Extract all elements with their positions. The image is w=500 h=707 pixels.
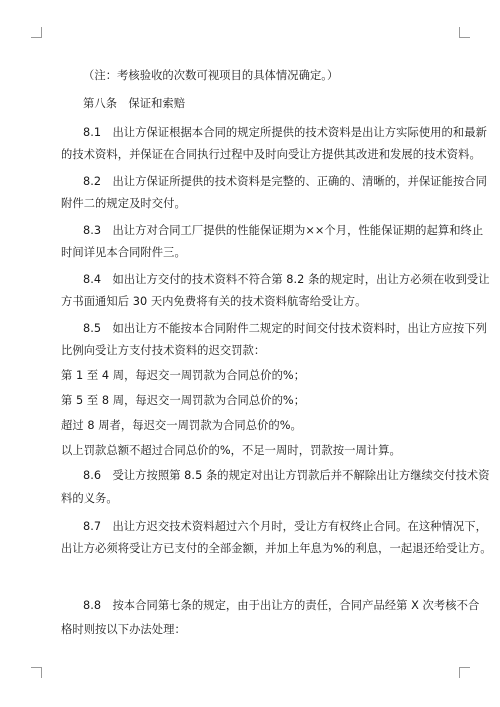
clause-8-3-line-2: 时间详见本合同附件三。 xyxy=(61,246,186,259)
crop-mark-bottom-right xyxy=(459,667,470,678)
clause-8-4-line-1: 8.4 如出让方交付的技术资料不符合第 8.2 条的规定时，出让方必须在收到受让 xyxy=(83,273,490,286)
crop-mark-top-right xyxy=(459,27,470,38)
penalty-weeks-5-8: 第 5 至 8 周，每迟交一周罚款为合同总价的%； xyxy=(61,394,306,407)
crop-mark-bottom-left xyxy=(31,667,42,678)
clause-8-7-line-2: 出让方必须将受让方已支付的全部金额，并加上年息为%的利息，一起退还给受让方。 xyxy=(61,542,492,555)
clause-8-4-line-2: 方书面通知后 30 天内免费将有关的技术资料航寄给受让方。 xyxy=(61,295,367,308)
clause-8-8-line-1: 8.8 按本合同第七条的规定，由于出让方的责任，合同产品经第 X 次考核不合 xyxy=(83,599,480,612)
clause-8-2-line-2: 附件二的规定及时交付。 xyxy=(61,197,186,210)
clause-8-3-line-1: 8.3 出让方对合同工厂提供的性能保证期为××个月，性能保证期的起算和终止 xyxy=(83,224,484,237)
crop-mark-top-left xyxy=(31,27,42,38)
section-title: 第八条 保证和索赔 xyxy=(83,97,186,110)
clause-8-2-line-1: 8.2 出让方保证所提供的技术资料是完整的、正确的、清晰的，并保证能按合同 xyxy=(83,175,487,188)
clause-8-1-line-2: 的技术资料，并保证在合同执行过程中及时向受让方提供其改进和发展的技术资料。 xyxy=(61,148,481,161)
clause-8-5-line-1: 8.5 如出让方不能按本合同附件二规定的时间交付技术资料时，出让方应按下列 xyxy=(83,322,487,335)
penalty-weeks-1-4: 第 1 至 4 周，每迟交一周罚款为合同总价的%； xyxy=(61,369,306,382)
clause-8-8-line-2: 格时则按以下办法处理： xyxy=(61,623,186,636)
penalty-cap: 以上罚款总额不超过合同总价的%，不足一周时，罚款按一周计算。 xyxy=(61,444,401,457)
clause-8-7-line-1: 8.7 出让方迟交技术资料超过六个月时，受让方有权终止合同。在这种情况下， xyxy=(83,520,487,533)
clause-8-6-line-2: 料的义务。 xyxy=(61,492,118,505)
clause-8-5-line-2: 比例向受让方支付技术资料的迟交罚款： xyxy=(61,344,266,357)
note-line: （注：考核验收的次数可视项目的具体情况确定。） xyxy=(83,69,339,82)
clause-8-1-line-1: 8.1 出让方保证根据本合同的规定所提供的技术资料是出让方实际使用的和最新 xyxy=(83,126,487,139)
penalty-over-8-weeks: 超过 8 周者，每迟交一周罚款为合同总价的%。 xyxy=(61,419,302,432)
clause-8-6-line-1: 8.6 受让方按照第 8.5 条的规定对出让方罚款后并不解除出让方继续交付技术资 xyxy=(83,469,490,482)
